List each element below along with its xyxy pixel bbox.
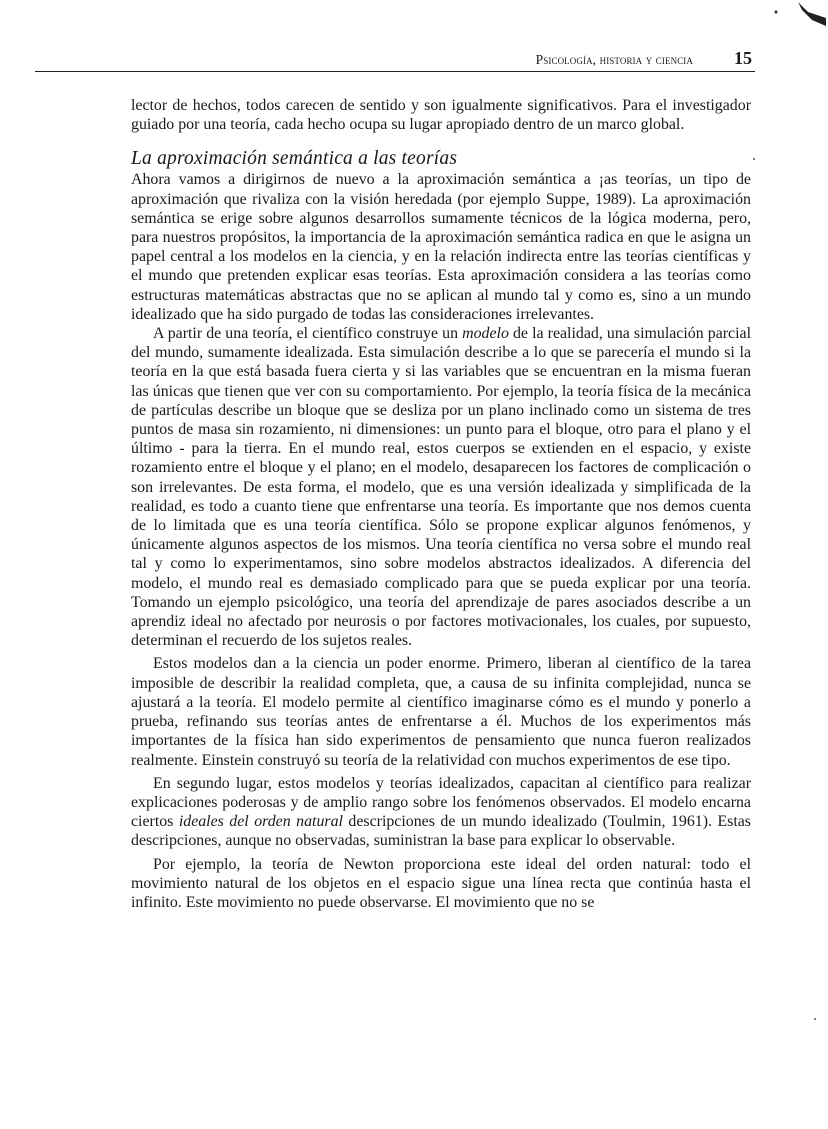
page-number: 15 <box>734 48 752 68</box>
paragraph-5-part-a: En segundo lugar, estos modelos y teorías idealizados, capacitan al científico para realizar explicaciones poderosas y de amplio rango sobre los fenómenos observados. El modelo encarna ciertos <box>131 774 751 831</box>
paragraph-6: Por ejemplo, la teoría de Newton proporciona este ideal del orden natural: todo el movimiento natural de los objetos en el espacio sigue una línea recta que continúa hasta el infinito. Este movimiento no puede observarse. El movimiento que no se <box>131 855 751 911</box>
section-heading: La aproximación semántica a las teorías <box>131 148 458 170</box>
scan-speck <box>814 1018 816 1020</box>
running-title: Psicología, historia y ciencia <box>535 52 693 67</box>
paragraph-3 <box>131 324 751 650</box>
paragraph-3-part-a: A partir de una teoría, el científico construye un <box>153 325 463 343</box>
paragraph-4: Estos modelos dan a la ciencia un poder enorme. Primero, liberan al científico de la tarea imposible de describir la realidad completa, que, a causa de su infinita complejidad, nunca se ajustará a la teoría. El modelo permite al científico imaginarse cómo es el mundo y ponerlo a prueba, refinando sus teorías antes de enfrentarse a él. Muchos de los experimentos más importantes de la física han sido experimentos de pensamiento que nunca fueron realizados realmente. Einstein construyó su teoría de la relatividad con muchos experimentos de ese tipo. <box>131 655 751 769</box>
paragraph-5-part-b: descripciones de un mundo idealizado (Toulmin, 1961). Estas descripciones, aunque no observadas, suministran la base para explicar lo observable. <box>131 813 751 850</box>
paragraph-1: lector de hechos, todos carecen de sentido y son igualmente significativos. Para el investigador guiado por una teoría, cada hecho ocupa su lugar apropiado dentro de un marco global. <box>131 97 751 134</box>
paragraph-5-emphasis: ideales del orden natural <box>178 813 343 831</box>
paragraph-2: Ahora vamos a dirigirnos de nuevo a la aproximación semántica a ¡as teorías, un tipo de aproximación que rivaliza con la visión heredada (por ejemplo Suppe, 1989). La aproximación semántica se erige sobre algunos desarrollos sumamente técnicos de la lógica moderna, pero, para nuestros propósitos, la importancia de la aproximación semántica radica en que le asigna un papel central a los modelos en la ciencia, y en la relación indirecta entre las teorías científicas y el mundo que pretenden explicar esas teorías. Esta aproximación considera a las teorías como estructuras matemáticas abstractas que no se aplican al mundo tal y como es, sino a un mundo idealizado que ha sido purgado de todas las consideraciones irrelevantes. <box>131 171 751 323</box>
paragraph-5 <box>131 774 751 851</box>
running-header <box>35 48 755 72</box>
page-body <box>131 96 751 912</box>
scan-speck <box>753 158 755 160</box>
header-rule <box>35 71 755 72</box>
paragraph-3-emphasis: modelo <box>462 325 509 343</box>
paragraph-3-part-b: de la realidad, una simulación parcial del mundo, sumamente idealizada. Esta simulación describe a lo que se parecería el mundo si la teoría en la que está basada fuera cierta y si las variables que se encuentran en la misma fueran las únicas que tienen que ver con su comportamiento. Por ejemplo, la teoría física de la mecánica de partículas describe un bloque que se desliza por un plano inclinado como un sistema de tres puntos de masa sin rozamiento, ni dimensiones: un punto para el bloque, otro para el plano y el último - para la tierra. En el mundo real, estos cuerpos se extienden en el espacio, y existe rozamiento entre el bloque y el plano; en el modelo, desaparecen los factores de complicación o son irrelevantes. De esta forma, el modelo, que es una versión idealizada y simplificada de la realidad, es todo a cuanto tiene que enfrentarse una teoría. Es importante que nos demos cuenta de lo limitada que es una teoría científica. Sólo se propone explicar algunos fenómenos, y únicamente algunos aspectos de los mismos. Una teoría científica no versa sobre el mundo real tal y como lo experimentamos, sino sobre modelos abstractos idealizados. A diferencia del modelo, el mundo real es demasiado complicado para que se pueda explicar por una teoría. Tomando un ejemplo psicológico, una teoría del aprendizaje de pares asociados describe a un aprendiz ideal no afectado por neurosis o por factores motivacionales, los cuales, por supuesto, determinan el recuerdo de los sujetos reales. <box>131 325 751 650</box>
scan-corner-mark <box>768 0 828 40</box>
